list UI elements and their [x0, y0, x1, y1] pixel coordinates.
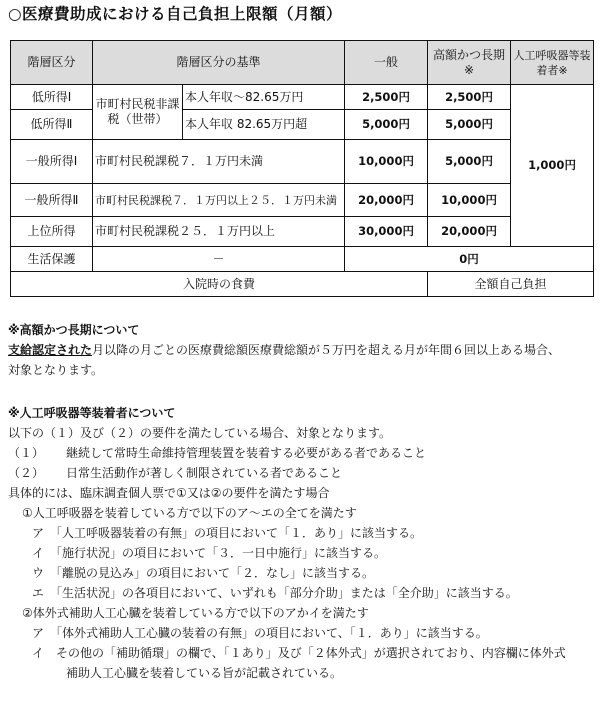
general-amount: 2,500円: [345, 85, 428, 110]
meal-value: 全額自己負担: [428, 272, 594, 297]
header-general: 一般: [345, 41, 428, 85]
note-high-long: [8, 320, 598, 380]
table-header-row: [11, 41, 594, 85]
table-row: [11, 184, 594, 217]
note-line: [8, 340, 598, 360]
note-heading: ※人工呼吸器等装着者について: [8, 406, 176, 420]
list-item: ア 「人工呼吸器装着の有無」の項目において「１．あり」に該当する。: [32, 526, 423, 540]
tier-cell: 生活保護: [11, 247, 93, 272]
criteria-cell: －: [93, 247, 345, 272]
table-row: [11, 140, 594, 184]
header-criteria: 階層区分の基準: [93, 41, 345, 85]
high-long-amount: 20,000円: [428, 217, 511, 247]
tier-cell: 低所得Ⅰ: [11, 85, 93, 110]
nontax-label: 市町村民税非課税（世帯）: [93, 85, 183, 140]
requirement-text: 継続して常時生命維持管理装置を装着する必要がある者であること: [66, 446, 427, 460]
table-row: [11, 85, 594, 110]
table-row: [11, 217, 594, 247]
list-item: ウ 「離脱の見込み」の項目において「２．なし」に該当する。: [32, 566, 375, 580]
general-amount: 20,000円: [345, 184, 428, 217]
list-item: ア 「体外式補助人工心臓の装着の有無」の項目において、「１．あり」に該当する。: [32, 626, 488, 640]
note-ventilator: [8, 403, 598, 683]
header-ventilator: 人工呼吸器等装着者※: [511, 41, 594, 85]
requirement-2: [8, 463, 598, 483]
general-amount: 10,000円: [345, 140, 428, 184]
general-amount: 5,000円: [345, 110, 428, 140]
criteria-cell: 市町村民税課税７．１万円未満: [93, 140, 345, 184]
list-item-continuation: 補助人工心臓を装着している旨が記載されている。: [66, 666, 343, 680]
criteria-cell: 本人年収～82.65万円: [183, 85, 345, 110]
specific-text: 具体的には、臨床調査個人票で①又は②の要件を満たす場合: [8, 486, 330, 500]
meal-label: 入院時の食費: [11, 272, 428, 297]
high-long-amount: 5,000円: [428, 140, 511, 184]
tier-cell: 低所得Ⅱ: [11, 110, 93, 140]
copay-limit-table: [10, 40, 594, 297]
page-title: ○医療費助成における自己負担上限額（月額）: [8, 5, 343, 23]
header-high-long: 高額かつ長期※: [428, 41, 511, 85]
requirement-number: （１）: [8, 446, 45, 460]
list-item: エ 「生活状況」の各項目において、いずれも「部分介助」または「全介助」に該当する。: [32, 586, 518, 600]
meal-row: [11, 272, 594, 297]
list-item: イ 「施行状況」の項目において「３．一日中施行」に該当する。: [32, 546, 387, 560]
note-intro: 以下の（１）及び（２）の要件を満たしている場合、対象となります。: [8, 426, 392, 440]
high-long-amount: 10,000円: [428, 184, 511, 217]
criteria-cell: 市町村民税課税２５．１万円以上: [93, 217, 345, 247]
note-line: 対象となります。: [8, 363, 104, 377]
tier-cell: 上位所得: [11, 217, 93, 247]
requirement-1: [8, 443, 598, 463]
header-tier: 階層区分: [11, 41, 93, 85]
criteria-cell: 市町村民税課税７．１万円以上２５．１万円未満: [93, 184, 345, 217]
high-long-amount: 2,500円: [428, 85, 511, 110]
high-long-amount: 5,000円: [428, 110, 511, 140]
underlined-term: 支給認定された: [8, 343, 93, 357]
general-amount: 30,000円: [345, 217, 428, 247]
case-2-heading: ②体外式補助人工心臓を装着している方で以下のアかイを満たす: [22, 606, 369, 620]
tier-cell: 一般所得Ⅰ: [11, 140, 93, 184]
requirement-text: 日常生活動作が著しく制限されている者であること: [66, 466, 343, 480]
criteria-cell: 本人年収 82.65万円超: [183, 110, 345, 140]
requirement-number: （２）: [8, 466, 45, 480]
note-text: 月以降の月ごとの医療費総額医療費総額が５万円を超える月が年間６回以上ある場合、: [92, 343, 561, 357]
ventilator-amount: 1,000円: [511, 85, 594, 247]
welfare-row: [11, 247, 594, 272]
welfare-amount: 0円: [345, 247, 594, 272]
list-item: イ その他の「補助循環」の欄で、「１あり」及び「２体外式」が選択されており、内容欄に体外式: [32, 646, 566, 660]
tier-cell: 一般所得Ⅱ: [11, 184, 93, 217]
case-1-heading: ①人工呼吸器を装着している方で以下のア～エの全てを満たす: [22, 506, 357, 520]
note-heading: ※高額かつ長期について: [8, 323, 140, 337]
